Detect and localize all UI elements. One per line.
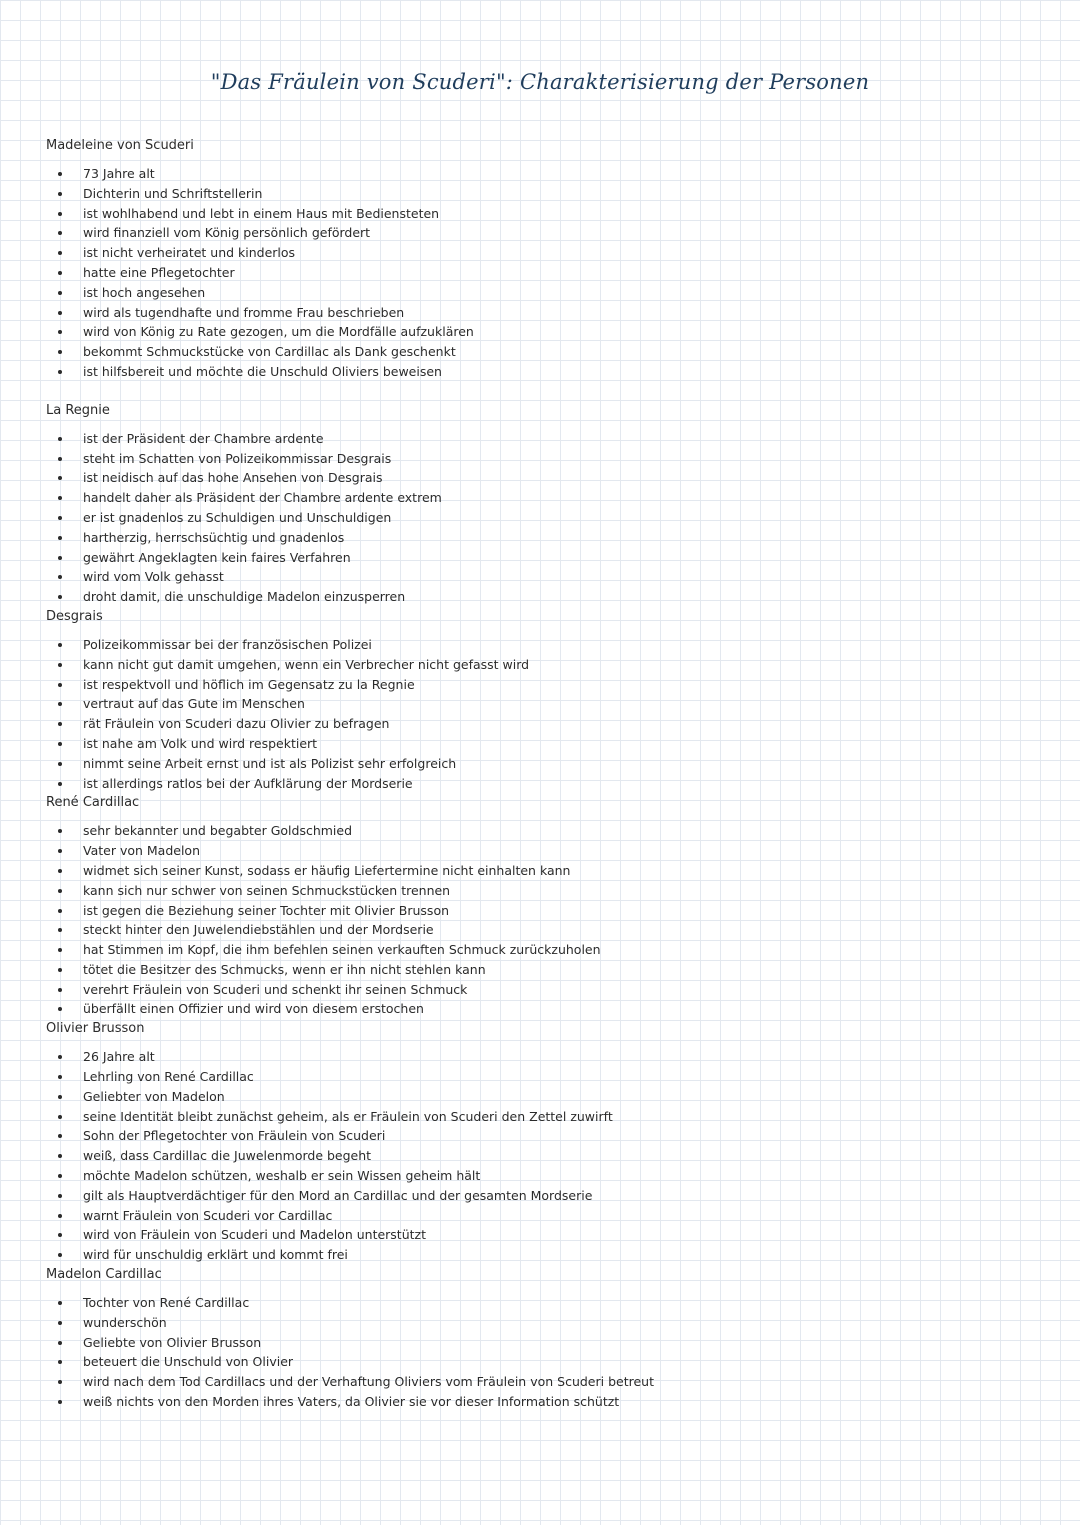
bullet-list xyxy=(46,429,1040,607)
list-item xyxy=(46,1166,1040,1186)
list-item xyxy=(46,1392,1040,1412)
character-section xyxy=(46,401,1040,607)
bullet-icon xyxy=(58,496,62,500)
bullet-list xyxy=(46,1047,1040,1265)
bullet-icon xyxy=(58,1380,62,1384)
list-item-text: ist allerdings ratlos bei der Aufklärung der Mordserie xyxy=(83,775,413,791)
bullet-icon xyxy=(58,575,62,579)
bullet-icon xyxy=(58,370,62,374)
list-item xyxy=(46,980,1040,1000)
list-item-text: möchte Madelon schützen, weshalb er sein Wissen geheim hält xyxy=(83,1168,481,1184)
bullet-icon xyxy=(58,829,62,833)
list-item xyxy=(46,999,1040,1019)
list-item xyxy=(46,734,1040,754)
list-item-text: ist neidisch auf das hohe Ansehen von Desgrais xyxy=(83,470,383,486)
bullet-list xyxy=(46,1293,1040,1412)
bullet-icon xyxy=(58,172,62,176)
list-item-text: seine Identität bleibt zunächst geheim, als er Fräulein von Scuderi den Zettel zuwirft xyxy=(83,1108,613,1124)
list-item-text: wird vom Volk gehasst xyxy=(83,569,224,585)
list-item xyxy=(46,164,1040,184)
list-item-text: bekommt Schmuckstücke von Cardillac als Dank geschenkt xyxy=(83,344,456,360)
bullet-icon xyxy=(58,291,62,295)
list-item-text: wird als tugendhafte und fromme Frau beschrieben xyxy=(83,304,405,320)
bullet-icon xyxy=(58,928,62,932)
bullet-icon xyxy=(58,702,62,706)
bullet-icon xyxy=(58,1194,62,1198)
list-item xyxy=(46,342,1040,362)
list-item-text: Dichterin und Schriftstellerin xyxy=(83,185,263,201)
list-item-text: Lehrling von René Cardillac xyxy=(83,1069,254,1085)
list-item-text: wird von König zu Rate gezogen, um die Mordfälle aufzuklären xyxy=(83,324,474,340)
bullet-icon xyxy=(58,457,62,461)
bullet-icon xyxy=(58,988,62,992)
list-item-text: widmet sich seiner Kunst, sodass er häufig Liefertermine nicht einhalten kann xyxy=(83,862,571,878)
list-item xyxy=(46,940,1040,960)
bullet-icon xyxy=(58,968,62,972)
bullet-icon xyxy=(58,350,62,354)
bullet-icon xyxy=(58,948,62,952)
list-item-text: Geliebte von Olivier Brusson xyxy=(83,1334,262,1350)
list-item-text: wird nach dem Tod Cardillacs und der Verhaftung Oliviers vom Fräulein von Scuderi betreut xyxy=(83,1374,654,1390)
bullet-icon xyxy=(58,1134,62,1138)
list-item xyxy=(46,283,1040,303)
bullet-icon xyxy=(58,909,62,913)
bullet-icon xyxy=(58,683,62,687)
list-item-text: Tochter von René Cardillac xyxy=(83,1295,250,1311)
list-item-text: tötet die Besitzer des Schmucks, wenn er ihn nicht stehlen kann xyxy=(83,961,486,977)
bullet-icon xyxy=(58,1360,62,1364)
list-item-text: verehrt Fräulein von Scuderi und schenkt ihr seinen Schmuck xyxy=(83,981,468,997)
bullet-icon xyxy=(58,1321,62,1325)
list-item xyxy=(46,1333,1040,1353)
list-item-text: wird finanziell vom König persönlich gefördert xyxy=(83,225,371,241)
list-item-text: ist der Präsident der Chambre ardente xyxy=(83,430,324,446)
list-item-text: er ist gnadenlos zu Schuldigen und Unschuldigen xyxy=(83,509,392,525)
list-item-text: gewährt Angeklagten kein faires Verfahren xyxy=(83,549,351,565)
list-item xyxy=(46,243,1040,263)
bullet-icon xyxy=(58,212,62,216)
list-item-text: ist wohlhabend und lebt in einem Haus mit Bediensteten xyxy=(83,205,440,221)
list-item xyxy=(46,920,1040,940)
bullet-icon xyxy=(58,1341,62,1345)
bullet-icon xyxy=(58,516,62,520)
list-item-text: ist nicht verheiratet und kinderlos xyxy=(83,245,296,261)
bullet-icon xyxy=(58,1214,62,1218)
bullet-icon xyxy=(58,251,62,255)
section-heading: La Regnie xyxy=(46,402,110,418)
list-item xyxy=(46,694,1040,714)
list-item-text: ist hoch angesehen xyxy=(83,284,206,300)
bullet-icon xyxy=(58,595,62,599)
list-item-text: weiß nichts von den Morden ihres Vaters, da Olivier sie vor dieser Information schützt xyxy=(83,1394,620,1410)
list-item-text: ist nahe am Volk und wird respektiert xyxy=(83,735,318,751)
bullet-list xyxy=(46,821,1040,1019)
list-item xyxy=(46,587,1040,607)
list-item xyxy=(46,1067,1040,1087)
list-item-text: wird für unschuldig erklärt und kommt frei xyxy=(83,1247,348,1263)
bullet-icon xyxy=(58,643,62,647)
list-item xyxy=(46,1245,1040,1265)
list-item xyxy=(46,1352,1040,1372)
bullet-icon xyxy=(58,782,62,786)
list-item-text: wird von Fräulein von Scuderi und Madelon unterstützt xyxy=(83,1227,426,1243)
list-item-text: Geliebter von Madelon xyxy=(83,1088,225,1104)
list-item-text: steht im Schatten von Polizeikommissar Desgrais xyxy=(83,450,392,466)
list-item xyxy=(46,1225,1040,1245)
character-section xyxy=(46,1019,1040,1265)
bullet-icon xyxy=(58,330,62,334)
bullet-icon xyxy=(58,1115,62,1119)
section-heading: Madelon Cardillac xyxy=(46,1267,162,1283)
page-title: "Das Fräulein von Scuderi": Charakterisierung der Personen xyxy=(210,70,870,94)
list-item xyxy=(46,821,1040,841)
list-item-text: gilt als Hauptverdächtiger für den Mord an Cardillac und der gesamten Mordserie xyxy=(83,1187,593,1203)
bullet-icon xyxy=(58,192,62,196)
list-item-text: vertraut auf das Gute im Menschen xyxy=(83,696,305,712)
bullet-icon xyxy=(58,1253,62,1257)
character-section xyxy=(46,1265,1040,1412)
bullet-icon xyxy=(58,869,62,873)
list-item-text: Sohn der Pflegetochter von Fräulein von Scuderi xyxy=(83,1128,386,1144)
list-item xyxy=(46,528,1040,548)
list-item-text: weiß, dass Cardillac die Juwelenmorde begeht xyxy=(83,1148,372,1164)
list-item-text: droht damit, die unschuldige Madelon einzusperren xyxy=(83,589,406,605)
list-item-text: ist respektvoll und höflich im Gegensatz zu la Regnie xyxy=(83,676,415,692)
bullet-icon xyxy=(58,311,62,315)
list-item-text: kann sich nur schwer von seinen Schmuckstücken trennen xyxy=(83,882,451,898)
list-item xyxy=(46,1372,1040,1392)
bullet-list xyxy=(46,164,1040,382)
list-item-text: 26 Jahre alt xyxy=(83,1049,155,1065)
character-section xyxy=(46,607,1040,793)
list-item xyxy=(46,754,1040,774)
list-item xyxy=(46,1126,1040,1146)
list-item-text: Polizeikommissar bei der französischen Polizei xyxy=(83,636,372,652)
list-item xyxy=(46,901,1040,921)
list-item xyxy=(46,774,1040,794)
bullet-icon xyxy=(58,1095,62,1099)
list-item xyxy=(46,841,1040,861)
list-item-text: ist gegen die Beziehung seiner Tochter mit Olivier Brusson xyxy=(83,902,450,918)
list-item-text: 73 Jahre alt xyxy=(83,166,155,181)
list-item-text: handelt daher als Präsident der Chambre ardente extrem xyxy=(83,490,442,506)
character-section xyxy=(46,793,1040,1019)
list-item xyxy=(46,263,1040,283)
list-item xyxy=(46,1313,1040,1333)
list-item-text: kann nicht gut damit umgehen, wenn ein Verbrecher nicht gefasst wird xyxy=(83,656,530,672)
bullet-icon xyxy=(58,1301,62,1305)
bullet-icon xyxy=(58,1400,62,1404)
list-item xyxy=(46,1206,1040,1226)
bullet-icon xyxy=(58,271,62,275)
bullet-icon xyxy=(58,889,62,893)
list-item xyxy=(46,655,1040,675)
section-heading: René Cardillac xyxy=(46,795,140,811)
list-item-text: warnt Fräulein von Scuderi vor Cardillac xyxy=(83,1207,333,1223)
list-item-text: beteuert die Unschuld von Olivier xyxy=(83,1354,294,1370)
character-list xyxy=(46,136,1040,1412)
bullet-icon xyxy=(58,1007,62,1011)
list-item xyxy=(46,1087,1040,1107)
list-item xyxy=(46,881,1040,901)
bullet-icon xyxy=(58,1154,62,1158)
bullet-icon xyxy=(58,231,62,235)
list-item xyxy=(46,1047,1040,1067)
bullet-icon xyxy=(58,762,62,766)
bullet-icon xyxy=(58,556,62,560)
list-item xyxy=(46,303,1040,323)
list-item xyxy=(46,204,1040,224)
bullet-icon xyxy=(58,663,62,667)
bullet-list xyxy=(46,635,1040,793)
bullet-icon xyxy=(58,849,62,853)
list-item-text: steckt hinter den Juwelendiebstählen und der Mordserie xyxy=(83,922,434,938)
list-item-text: sehr bekannter und begabter Goldschmied xyxy=(83,823,353,839)
list-item xyxy=(46,362,1040,382)
list-item xyxy=(46,635,1040,655)
list-item xyxy=(46,548,1040,568)
list-item-text: rät Fräulein von Scuderi dazu Olivier zu befragen xyxy=(83,716,390,732)
list-item xyxy=(46,184,1040,204)
list-item-text: überfällt einen Offizier und wird von diesem erstochen xyxy=(83,1001,424,1017)
list-item xyxy=(46,1293,1040,1313)
list-item xyxy=(46,861,1040,881)
section-heading: Olivier Brusson xyxy=(46,1021,145,1037)
character-section xyxy=(46,136,1040,382)
list-item xyxy=(46,223,1040,243)
bullet-icon xyxy=(58,437,62,441)
list-item xyxy=(46,429,1040,449)
bullet-icon xyxy=(58,1174,62,1178)
list-item xyxy=(46,322,1040,342)
list-item xyxy=(46,1146,1040,1166)
bullet-icon xyxy=(58,1233,62,1237)
bullet-icon xyxy=(58,1075,62,1079)
list-item-text: hartherzig, herrschsüchtig und gnadenlos xyxy=(83,529,345,545)
list-item-text: hat Stimmen im Kopf, die ihm befehlen seinen verkauften Schmuck zurückzuholen xyxy=(83,942,601,958)
list-item xyxy=(46,675,1040,695)
section-heading: Madeleine von Scuderi xyxy=(46,138,194,153)
section-heading: Desgrais xyxy=(46,608,103,624)
list-item xyxy=(46,449,1040,469)
bullet-icon xyxy=(58,1055,62,1059)
list-item xyxy=(46,488,1040,508)
bullet-icon xyxy=(58,536,62,540)
list-item-text: nimmt seine Arbeit ernst und ist als Polizist sehr erfolgreich xyxy=(83,755,457,771)
list-item xyxy=(46,567,1040,587)
bullet-icon xyxy=(58,722,62,726)
list-item xyxy=(46,1186,1040,1206)
list-item xyxy=(46,468,1040,488)
list-item-text: Vater von Madelon xyxy=(83,843,200,859)
list-item xyxy=(46,508,1040,528)
list-item-text: ist hilfsbereit und möchte die Unschuld Oliviers beweisen xyxy=(83,363,442,379)
list-item-text: hatte eine Pflegetochter xyxy=(83,264,235,280)
list-item xyxy=(46,714,1040,734)
list-item xyxy=(46,1107,1040,1127)
bullet-icon xyxy=(58,742,62,746)
list-item xyxy=(46,960,1040,980)
bullet-icon xyxy=(58,476,62,480)
list-item-text: wunderschön xyxy=(83,1314,167,1330)
